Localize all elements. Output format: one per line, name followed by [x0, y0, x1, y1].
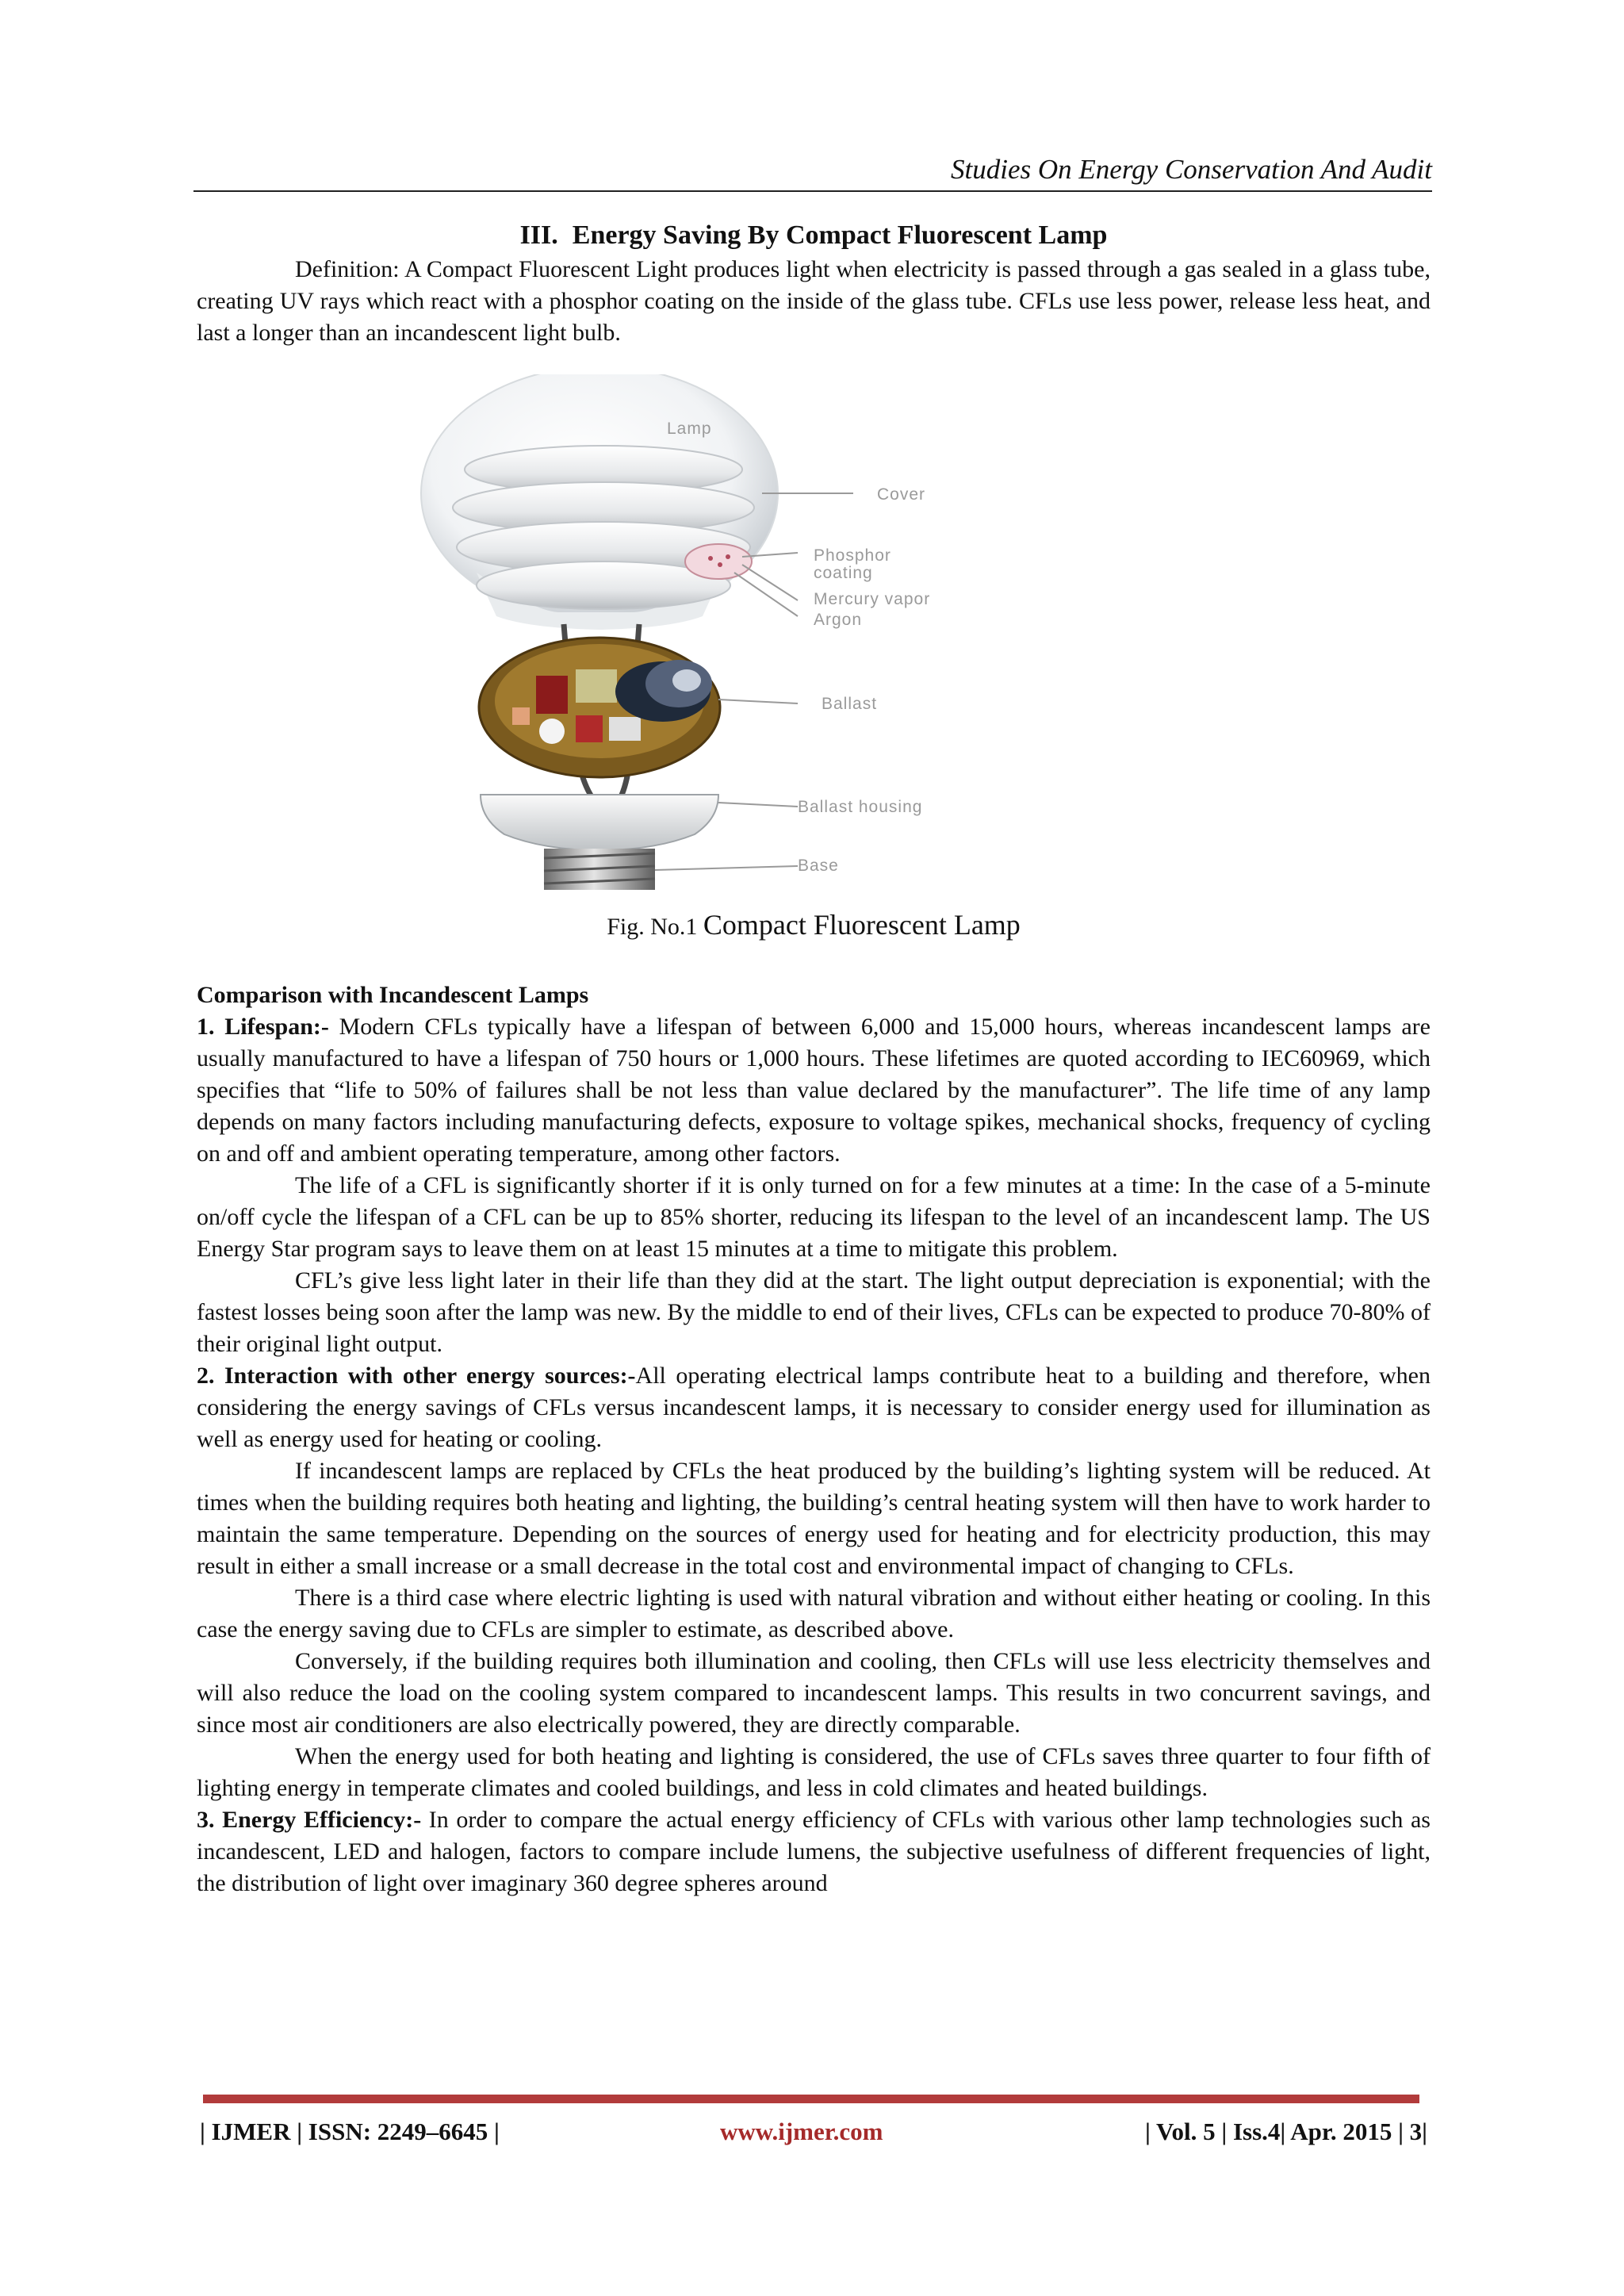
figure-caption: [197, 909, 1431, 943]
interaction-paragraph-4: Conversely, if the building requires both illumination and cooling, then CFLs will use less electricity themselves and will also reduce the load on the cooling system compared to incandescent lamps. This results in two concurrent savings, and since most air conditioners are also electrically powered, they are directly comparable.: [197, 1648, 1431, 1738]
efficiency-label: 3. Energy Efficiency:-: [197, 1807, 422, 1833]
section-title: [197, 217, 1431, 254]
interaction-paragraph-2: If incandescent lamps are replaced by CFLs the heat produced by the building’s lighting system will be reduced. At times when the building requires both heating and lighting, the building’s central heating system will then have to work harder to maintain the same temperature. Depending on the sources of energy used for heating and for electricity production, this may result in either a small increase or a small decrease in the total cost and environmental impact of changing to CFLs.: [197, 1458, 1431, 1579]
lifespan-paragraph-1: 1. Lifespan:- Modern CFLs typically have a lifespan of between 6,000 and 15,000 hours, whereas incandescent lamps are usually manufactured to have a lifespan of 750 hours or 1,000 hours. These lifetimes are quoted according to IEC60969, which specifies that “life to 50% of failures shall be not less than value declared by the manufacturer”. The life time of any lamp depends on many factors including manufacturing defects, exposure to voltage spikes, mechanical shocks, frequency of cycling on and off and ambient operating temperature, among other factors.: [197, 1014, 1431, 1167]
label-ballast: Ballast: [822, 695, 878, 713]
article-body: [197, 217, 1431, 1899]
lifespan-label: 1. Lifespan:-: [197, 1014, 329, 1040]
efficiency-paragraph-1: 3. Energy Efficiency:- In order to compare the actual energy efficiency of CFLs with various other lamp technologies such as incandescent, LED and halogen, factors to compare include lumens, the subjective usefulness of different frequencies of light, the distribution of light over imaginary 360 degree spheres around: [197, 1807, 1431, 1896]
label-base: Base: [798, 857, 839, 875]
interaction-paragraph-1: 2. Interaction with other energy sources:-All operating electrical lamps contribute heat to a building and therefore, when considering the energy savings of CFLs versus incandescent lamps, it is necessary to consider energy used for illumination as well as energy used for heating or cooling.: [197, 1363, 1431, 1452]
section-title-text: Energy Saving By Compact Fluorescent Lamp: [572, 220, 1108, 250]
footer-journal-issn: | IJMER | ISSN: 2249–6645 |: [200, 2118, 500, 2145]
footer-website-link[interactable]: www.ijmer.com: [720, 2118, 883, 2145]
cfl-diagram-figure: [401, 374, 1226, 898]
label-phosphor-line1: Phosphor: [814, 546, 891, 565]
interaction-paragraph-5: When the energy used for both heating and lighting is considered, the use of CFLs saves three quarter to four fifth of lighting energy in temperate climates and cooled buildings, and less in cold climates and heated buildings.: [197, 1743, 1431, 1801]
header-rule: [193, 190, 1432, 192]
lifespan-paragraph-3: CFL’s give less light later in their life than they did at the start. The light output depreciation is exponential; with the fastest losses being soon after the lamp was new. By the middle to end of their lives, CFLs can be expected to produce 70-80% of their original light output.: [197, 1267, 1431, 1357]
label-lamp: Lamp: [667, 420, 712, 438]
interaction-paragraph-3: There is a third case where electric lighting is used with natural vibration and without either heating or cooling. In this case the energy saving due to CFLs are simpler to estimate, as described above.: [197, 1585, 1431, 1642]
ballast-housing: [481, 795, 718, 850]
footer-volume-issue-page: | Vol. 5 | Iss.4| Apr. 2015 | 3|: [1144, 2118, 1427, 2145]
label-mercury-vapor: Mercury vapor: [814, 590, 931, 608]
comparison-heading: Comparison with Incandescent Lamps: [197, 982, 589, 1008]
caption-text: Compact Fluorescent Lamp: [703, 909, 1021, 941]
ballast-board: [479, 638, 720, 777]
definition-paragraph: Definition: A Compact Fluorescent Light produces light when electricity is passed through a gas sealed in a glass tube, creating UV rays which react with a phosphor coating on the inside of the glass tube. CFLs use less power, release less heat, and last a longer than an incandescent light bulb.: [197, 256, 1431, 346]
footer-rule: [203, 2095, 1419, 2103]
screw-base: [544, 849, 655, 890]
running-title: Studies On Energy Conservation And Audit: [951, 154, 1432, 185]
label-argon: Argon: [814, 611, 863, 629]
label-ballast-housing: Ballast housing: [798, 798, 923, 816]
cfl-diagram: [401, 374, 1226, 898]
caption-prefix: Fig. No.1: [607, 914, 698, 940]
lifespan-paragraph-2: The life of a CFL is significantly shorter if it is only turned on for a few minutes at a time: In the case of a 5-minute on/off cycle the lifespan of a CFL can be up to 85% shorter, reducing its lifespan to the level of an incandescent lamp. The US Energy Star program says to leave them on at least 15 minutes at a time to mitigate this problem.: [197, 1172, 1431, 1262]
phosphor-cutaway: [685, 544, 752, 579]
interaction-label: 2. Interaction with other energy sources:-: [197, 1363, 636, 1389]
section-number: III.: [519, 220, 558, 250]
label-cover: Cover: [877, 485, 926, 504]
label-phosphor-line2: coating: [814, 564, 873, 582]
